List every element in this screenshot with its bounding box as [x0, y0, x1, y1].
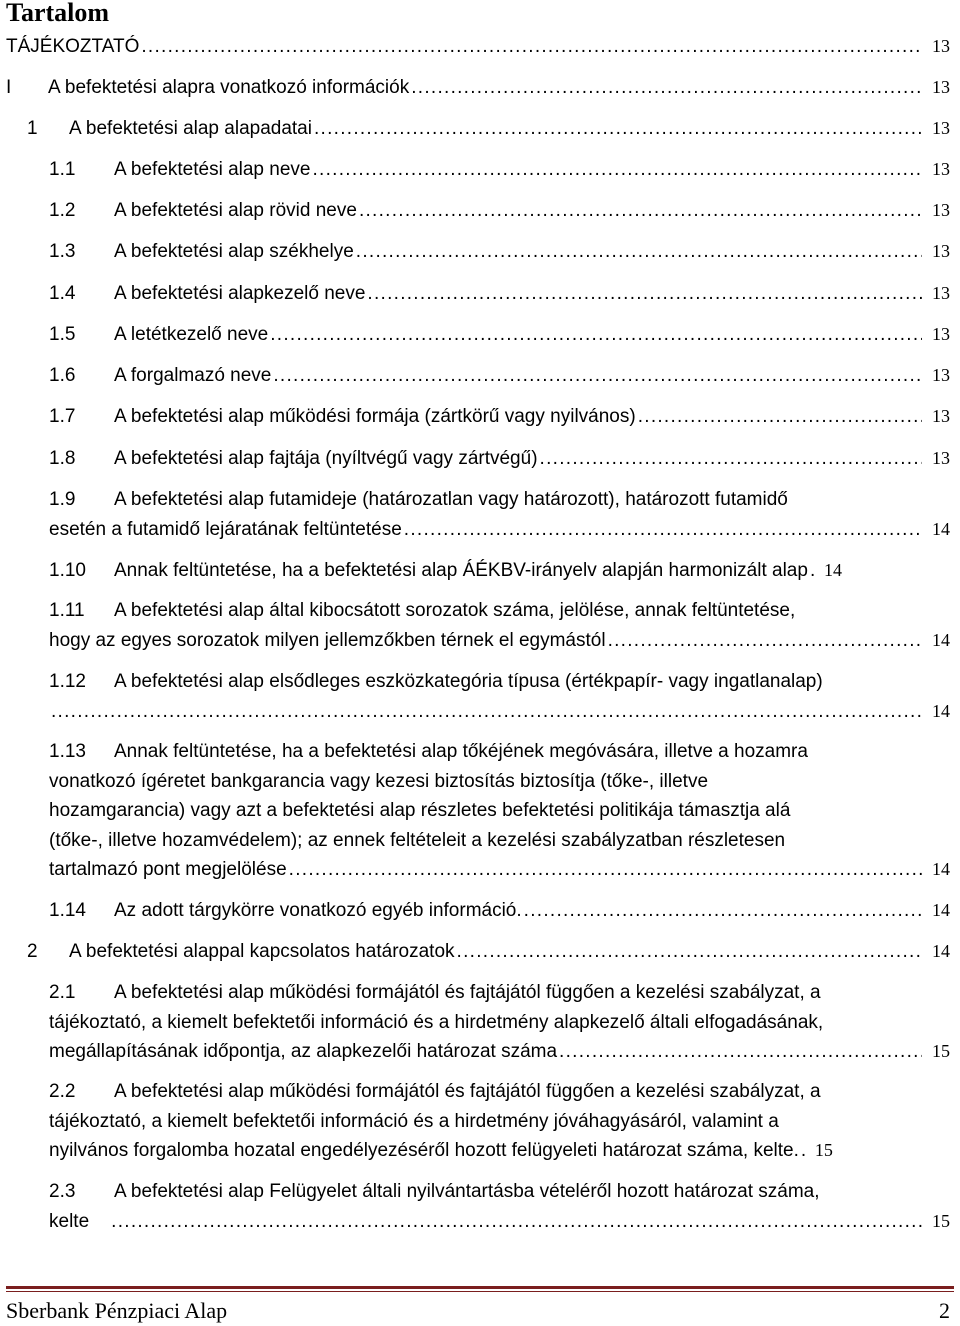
toc-page-number: 15: [932, 1210, 950, 1231]
toc-entry-text: A befektetési alap által kibocsátott sorozatok száma, jelölése, annak feltüntetése,: [114, 600, 796, 621]
toc-entry-text: A befektetési alap elsődleges eszközkategória típusa (értékpapír- vagy ingatlanalap): [114, 671, 823, 692]
leader-dots: [540, 444, 922, 474]
toc-entry[interactable]: [49, 1077, 950, 1166]
toc-entry-text: A befektetési alapkezelő neve: [114, 283, 366, 304]
toc-page-number: 13: [932, 365, 950, 385]
leader-dots: [411, 73, 922, 103]
toc-entry-text: A befektetési alap működési formája (zártkörű vagy nyilvános): [114, 406, 636, 427]
toc-entry-text-cont: hogy az egyes sorozatok milyen jellemzőkben térnek el egymástól: [49, 629, 606, 651]
toc-entry-number: 1.2: [49, 200, 76, 221]
footer-document-name: Sberbank Pénzpiaci Alap: [6, 1298, 228, 1323]
toc-entry-text-cont: megállapításának időpontja, az alapkezelői határozat száma: [49, 1041, 558, 1062]
toc-page-number: 15: [932, 1041, 950, 1061]
toc-page-number: 15: [814, 1140, 833, 1160]
toc-entry[interactable]: [49, 402, 950, 432]
toc-entry-text-cont: vonatkozó ígéretet bankgarancia vagy kezesi biztosítás biztosítja (tőke-, illetve: [49, 770, 709, 792]
toc-entry-text: A letétkezelő neve: [114, 324, 269, 345]
leader-dots: [810, 556, 814, 586]
toc-entry-number: 2.1: [49, 982, 76, 1003]
toc-entry-number: 1.9: [49, 489, 76, 510]
toc-page-number: 14: [932, 700, 950, 721]
leader-dots: [524, 896, 922, 926]
toc-entry-number: 1.3: [49, 241, 76, 262]
leader-dots: [404, 515, 922, 545]
toc-entry-number: 1.4: [49, 283, 76, 304]
toc-page-number: 13: [932, 448, 950, 468]
toc-entry-text: A befektetési alap futamideje (határozatlan vagy határozott), határozott futamidő: [114, 489, 788, 510]
toc-entry[interactable]: [27, 937, 950, 967]
toc-page-number: 13: [932, 406, 950, 426]
toc-page-number: 13: [932, 77, 950, 97]
footer-rule-thin: [6, 1291, 954, 1292]
toc-entry[interactable]: [49, 361, 950, 391]
leader-dots: [356, 237, 922, 267]
toc-entry-number: 1.11: [49, 600, 85, 621]
toc-entry-text: Annak feltüntetése, ha a befektetési alap ÁÉKBV-irányelv alapján harmonizált alap: [114, 560, 808, 581]
toc-entry[interactable]: [49, 978, 950, 1067]
leader-dots: [457, 937, 922, 967]
leader-dots: [111, 1207, 922, 1237]
toc-entry-number: 1.14: [49, 900, 86, 921]
toc-page-number: 13: [932, 324, 950, 344]
toc-entry[interactable]: [49, 485, 950, 544]
toc-page-number: 14: [932, 629, 950, 650]
leader-dots: [314, 114, 922, 144]
toc-entry-text: TÁJÉKOZTATÓ: [6, 36, 140, 57]
leader-dots: [359, 196, 922, 226]
toc-entry-text-cont: tájékoztató, a kiemelt befektetői információ és a hirdetmény jóváhagyásáról, valamint a: [49, 1110, 779, 1132]
page-footer: [6, 1296, 950, 1326]
leader-dots: [51, 697, 922, 727]
toc-entry-text-cont: nyilvános forgalomba hozatal engedélyezéséről hozott felügyeleti határozat száma, kelte.: [49, 1140, 799, 1161]
toc-entry-number: 2.2: [49, 1081, 76, 1102]
toc-entry[interactable]: [49, 556, 950, 586]
toc-entry-text-cont: tájékoztató, a kiemelt befektetői információ és a hirdetmény alapkezelő általi elfogadásának,: [49, 1011, 824, 1033]
footer-rule: [6, 1286, 954, 1289]
toc-entry[interactable]: [49, 737, 950, 885]
toc-page-number: 13: [932, 118, 950, 138]
toc-entry-text: A befektetési alap neve: [114, 159, 311, 180]
toc-entry[interactable]: [49, 320, 950, 350]
toc-entry-text: A befektetési alap székhelye: [114, 241, 354, 262]
leader-dots: [141, 32, 922, 62]
toc-entry[interactable]: [49, 196, 950, 226]
toc-entry-text: A befektetési alap működési formájától és fajtájától függően a kezelési szabályzat, a: [114, 982, 821, 1003]
toc-entry-text: A befektetési alappal kapcsolatos határozatok: [69, 941, 455, 962]
toc-page-number: 13: [932, 241, 950, 261]
toc-entry-text-cont: (tőke-, illetve hozamvédelem); az ennek feltételeit a kezelési szabályzatban részletesen: [49, 829, 786, 851]
toc-entry[interactable]: [49, 1177, 950, 1236]
toc-entry[interactable]: [27, 114, 950, 144]
toc-entry[interactable]: [49, 155, 950, 185]
toc-entry-number: 1.7: [49, 406, 76, 427]
toc-page-number: 14: [932, 900, 950, 920]
toc-page-number: 14: [823, 560, 842, 580]
toc-entry[interactable]: [49, 237, 950, 267]
leader-dots: [312, 155, 922, 185]
toc-entry-number: 1.5: [49, 324, 76, 345]
leader-dots: [367, 279, 922, 309]
footer-page-number: 2: [939, 1298, 950, 1323]
toc-entry-text: Annak feltüntetése, ha a befektetési alap tőkéjének megóvására, illetve a hozamra: [114, 741, 808, 762]
toc-entry[interactable]: [49, 279, 950, 309]
toc-entry[interactable]: [49, 667, 950, 726]
toc-entry[interactable]: [49, 596, 950, 655]
toc-entry[interactable]: [6, 73, 950, 103]
toc-page-number: 13: [932, 200, 950, 220]
toc-page-number: 14: [932, 941, 950, 961]
toc-page-number: 13: [932, 283, 950, 303]
toc-entry[interactable]: [6, 32, 950, 62]
toc-title: Tartalom: [6, 0, 110, 27]
toc-entry-number: 1.13: [49, 741, 86, 762]
toc-entry-text: A befektetési alapra vonatkozó információk: [48, 77, 410, 98]
toc-entry-text-cont: tartalmazó pont megjelölése: [49, 859, 287, 880]
toc-entry-text: A befektetési alap alapadatai: [69, 118, 312, 139]
toc-entry-number: 1.12: [49, 671, 86, 692]
toc-entry-text-cont: esetén a futamidő lejáratának feltüntetése: [49, 518, 402, 540]
toc-entry-number: 1.8: [49, 448, 76, 469]
toc-entry-text: A befektetési alap fajtája (nyíltvégű vagy zártvégű): [114, 448, 538, 469]
leader-dots: [289, 855, 922, 885]
toc-page-number: 13: [932, 159, 950, 179]
toc-page-number: 13: [932, 36, 950, 56]
toc-entry-text: A forgalmazó neve: [114, 365, 272, 386]
toc-entry-number: 1: [27, 118, 38, 139]
toc-entry[interactable]: [49, 444, 950, 474]
toc-entry-number: 1.6: [49, 365, 76, 386]
leader-dots: [638, 402, 922, 432]
leader-dots: [273, 361, 922, 391]
leader-dots: [270, 320, 922, 350]
toc-entry[interactable]: [49, 896, 950, 926]
leader-dots: [559, 1037, 922, 1067]
toc-page-number: 14: [932, 859, 950, 879]
toc-entry-text-cont: hozamgarancia) vagy azt a befektetési alap részletes befektetési politikája támasztja alá: [49, 800, 791, 821]
toc-entry-text-cont: kelte: [49, 1210, 90, 1232]
leader-dots: [801, 1136, 805, 1166]
toc-entry-text: A befektetési alap rövid neve: [114, 200, 357, 221]
toc-entry-number: 1.1: [49, 159, 76, 180]
toc-entry-number: I: [6, 77, 12, 98]
toc-entry-text: A befektetési alap Felügyelet általi nyilvántartásba vételéről hozott határozat száma,: [114, 1181, 820, 1202]
toc-entry-number: 1.10: [49, 560, 86, 581]
toc-entry-number: 2: [27, 941, 38, 962]
toc-entry-text: Az adott tárgykörre vonatkozó egyéb információ.: [114, 900, 522, 921]
toc-page-number: 14: [932, 518, 950, 539]
toc-entry-number: 2.3: [49, 1181, 76, 1202]
leader-dots: [608, 626, 922, 656]
toc-entry-text: A befektetési alap működési formájától és fajtájától függően a kezelési szabályzat, a: [114, 1081, 821, 1102]
